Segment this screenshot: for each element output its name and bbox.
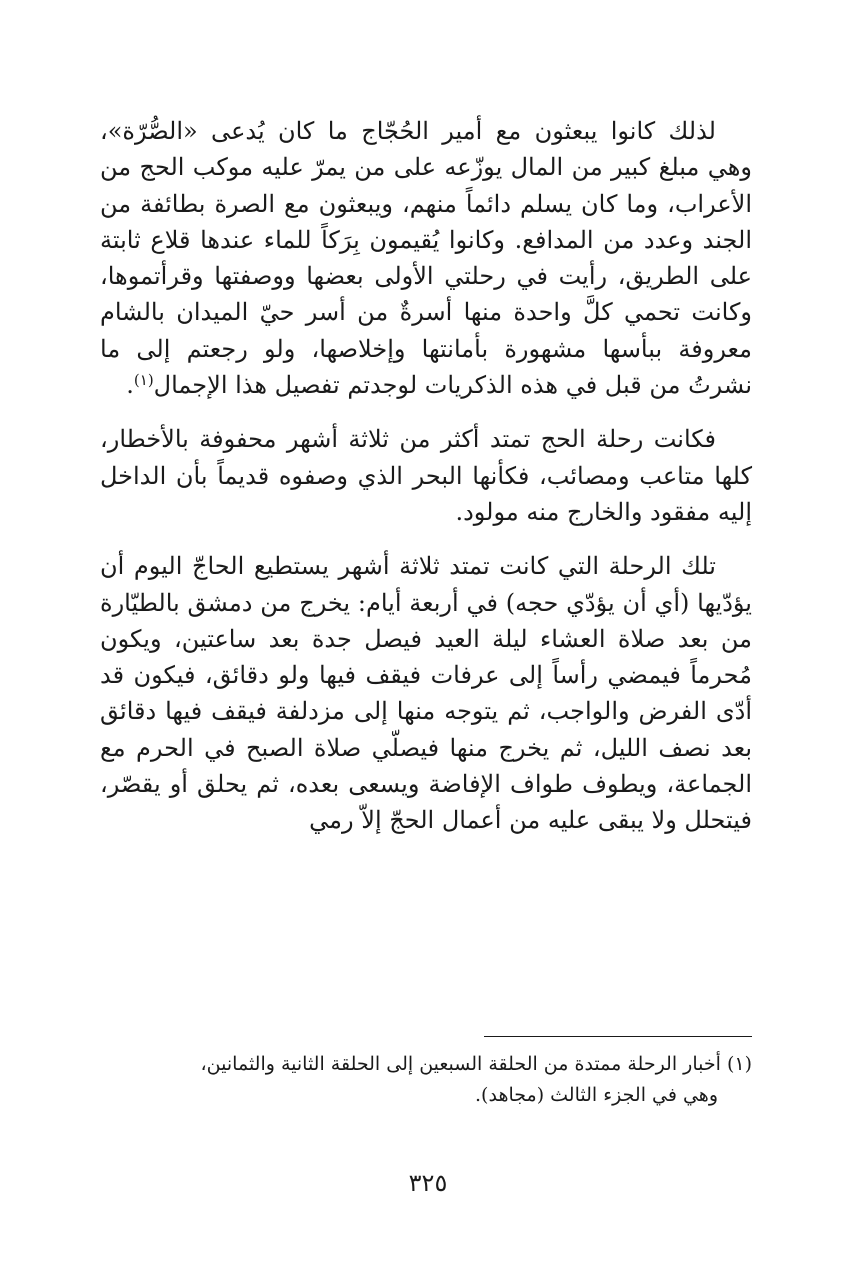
footnote-reference[interactable]: (١) [133,371,154,390]
footnote-divider [484,1036,752,1037]
footnote-line-1: أخبار الرحلة ممتدة من الحلقة السبعين إلى الحلقة الثانية والثمانين، [200,1053,721,1075]
page-number: ٣٢٥ [408,1169,448,1197]
paragraph-1-period: . [126,371,134,400]
main-text [100,113,752,839]
paragraph-1 [100,113,752,403]
paragraph-3: تلك الرحلة التي كانت تمتد ثلاثة أشهر يستطيع الحاجّ اليوم أن يؤدّيها (أي أن يؤدّي حجه) في أربعة أيام: يخرج من دمشق بالطيّارة من بعد صلاة العشاء ليلة العيد فيصل جدة بعد ساعتين، ويكون مُحرماً فيمضي رأساً إلى عرفات فيقف فيها ولو دقائق، فيكون قد أدّى الفرض والواجب، ثم يتوجه منها إلى مزدلفة فيقف فيها دقائق بعد نصف الليل، ثم يخرج منها فيصلّي صلاة الصبح في الحرم مع الجماعة، ويطوف طواف الإفاضة ويسعى بعده، ثم يحلق أو يقصّر، فيتحلل ولا يبقى عليه من أعمال الحجّ إلاّ رمي [100,552,753,835]
footnote [100,1049,752,1111]
paragraph-1-text: لذلك كانوا يبعثون مع أمير الحُجّاج ما كان يُدعى «الصُّرّة»، وهي مبلغ كبير من المال يوزّعه على من يمرّ عليه موكب الحج من الأعراب، وما كان يسلم دائماً منهم، ويبعثون مع الصرة بطائفة من الجند وعدد من المدافع. وكانوا يُقيمون بِرَكاً للماء عندها قلاع ثابتة على الطريق، رأيت في رحلتي الأولى بعضها ووصفتها وقرأتموها، وكانت تحمي كلَّ واحدة منها أسرةٌ من أسر حيّ الميدان بالشام معروفة ببأسها مشهورة بأمانتها وإخلاصها، ولو رجعتم إلى ما نشرتُ من قبل في هذه الذكريات لوجدتم تفصيل هذا الإجمال [100,117,752,400]
footnote-number: (١) [726,1053,752,1075]
footnote-line-2: وهي في الجزء الثالث (مجاهد). [475,1084,718,1106]
paragraph-2: فكانت رحلة الحج تمتد أكثر من ثلاثة أشهر محفوفة بالأخطار، كلها متاعب ومصائب، فكأنها البحر الذي وصفوه قديماً بأن الداخل إليه مفقود والخارج منه مولود. [100,425,752,526]
